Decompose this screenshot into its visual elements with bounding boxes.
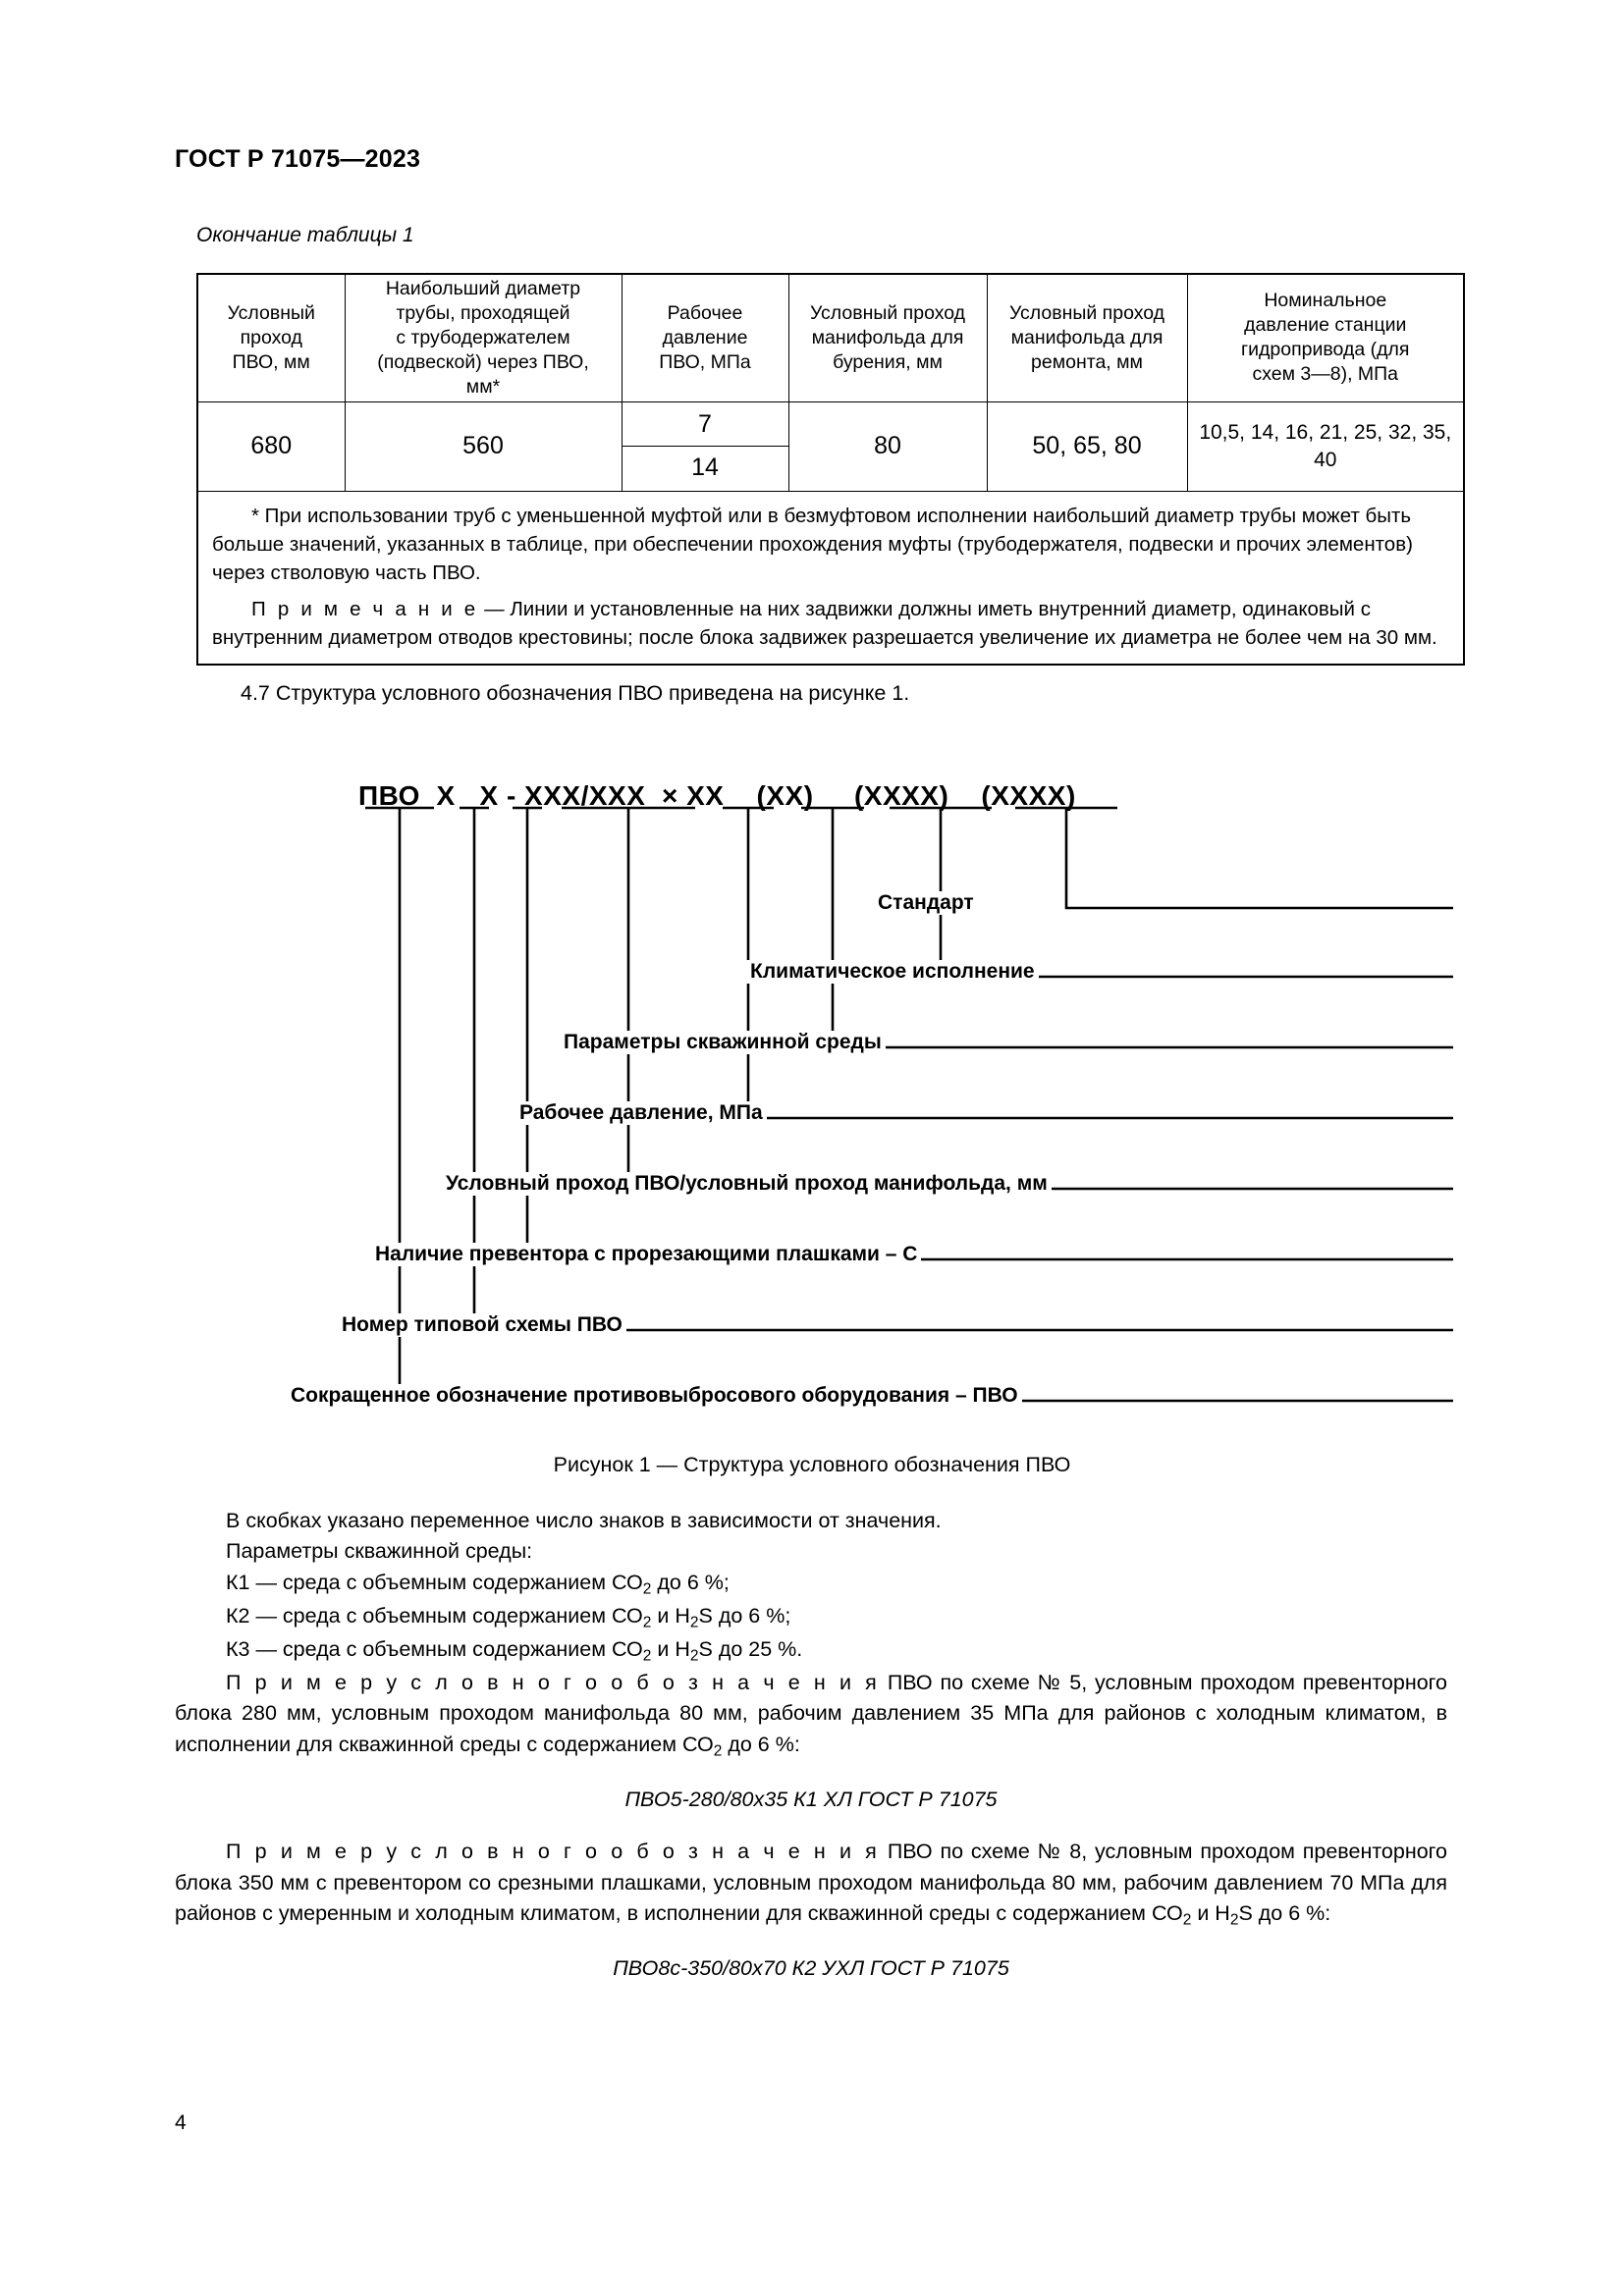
table-note-row xyxy=(197,491,1464,665)
table-caption: Окончание таблицы 1 xyxy=(196,224,414,246)
cell-working-pressure-7: 7 xyxy=(623,403,788,447)
column-header-bop-bore: Условный проход ПВО, мм xyxy=(197,274,345,401)
footnote-star: * При использовании труб с уменьшенной муфтой или в безмуфтовом исполнении наибольший диаметр трубы может быть больше значений, указанных в таблице, при обеспечении прохождения муфты (трубодержателя, подвески и прочих элементов) через стволовую часть ПВО. xyxy=(212,504,1413,584)
cell-drilling-manifold-bore: 80 xyxy=(788,401,987,491)
note-body: Линии и установленные на них задвижки должны иметь внутренний диаметр, одинаковый с внутренним диаметром отводов крестовины; после блока задвижек разрешается увеличение их диаметра не более чем на 30 мм. xyxy=(212,598,1437,650)
page-number: 4 xyxy=(175,2111,187,2134)
example-1: П р и м е р у с л о в н о г о о б о з н а ч е н и я ПВО по схеме № 5, условным проходом превенторного блока 280 мм, условным проходом манифольда 80 мм, рабочим давлением 35 МПа для районов с холодным климатом, в исполнении для скважинной среды с содержанием $СО_2$ до 6 %: xyxy=(175,1670,1447,1760)
column-header-repair-manifold: Условный проход манифольда для ремонта, мм xyxy=(987,274,1187,401)
page-title: ГОСТ Р 71075—2023 xyxy=(175,145,421,173)
medium-k1: К1 — среда с объемным содержанием $СО_2$ до 6 %; xyxy=(226,1570,730,1598)
figure-caption: Рисунок 1 — Структура условного обозначения ПВО xyxy=(553,1453,1071,1476)
table-note xyxy=(212,595,1449,652)
figure-label-shear-rams: Наличие превентора с прорезающими плашками – С xyxy=(371,1243,921,1266)
structure-figure xyxy=(177,721,1453,1438)
designation-formula: ПВО X X - XXX/XXX × XX (XX) (XXXX) (XXXX) xyxy=(358,780,1076,811)
medium-k2: К2 — среда с объемным содержанием $СО_2$ и $Н_2S$ до 6 %; xyxy=(226,1603,791,1631)
figure-label-standard: Стандарт xyxy=(874,891,978,915)
note-label: П р и м е ч а н и е xyxy=(251,598,479,621)
figure-label-working-pressure: Рабочее давление, МПа xyxy=(515,1101,767,1125)
cell-max-pipe-diameter: 560 xyxy=(345,401,622,491)
medium-k3: К3 — среда с объемным содержанием $СО_2$ и $Н_2S$ до 25 %. xyxy=(226,1636,803,1665)
specification-table-wrapper xyxy=(196,273,1463,666)
table-notes xyxy=(197,491,1464,665)
example-2-label: П р и м е р у с л о в н о г о о б о з н а ч е н и я xyxy=(226,1840,881,1864)
example-2: П р и м е р у с л о в н о г о о б о з н а ч е н и я ПВО по схеме № 8, условным проходом превенторного блока 350 мм с превентором со срезными плашками, условным проходом манифольда 80 мм, рабочим давлением 70 МПа для районов с умеренным и холодным климатом, в исполнении для скважинной среды с содержанием $СО_2$ и $Н_2S$ до 6 %: xyxy=(175,1840,1447,1929)
table-header-row xyxy=(197,274,1464,401)
specification-table xyxy=(196,273,1465,666)
figure-label-abbreviation: Сокращенное обозначение противовыбросового оборудования – ПВО xyxy=(287,1384,1022,1408)
paragraph-medium-params: Параметры скважинной среды: xyxy=(226,1539,533,1564)
figure-label-well-medium: Параметры скважинной среды xyxy=(560,1031,886,1054)
cell-bop-bore: 680 xyxy=(197,401,345,491)
example-1-designation: ПВО5-280/80х35 К1 ХЛ ГОСТ Р 71075 xyxy=(624,1787,998,1811)
column-header-max-pipe-diameter: Наибольший диаметр трубы, проходящей с трубодержателем (подвеской) через ПВО, мм* xyxy=(345,274,622,401)
paragraph-brackets: В скобках указано переменное число знаков в зависимости от значения. xyxy=(226,1509,942,1532)
figure-label-scheme-number: Номер типовой схемы ПВО xyxy=(338,1313,626,1337)
example-1-label: П р и м е р у с л о в н о г о о б о з н а ч е н и я xyxy=(226,1670,881,1694)
cell-repair-manifold-bore: 50, 65, 80 xyxy=(987,401,1187,491)
table-row xyxy=(197,401,1464,491)
cell-hydraulic-station-pressure: 10,5, 14, 16, 21, 25, 32, 35, 40 xyxy=(1187,401,1464,491)
body-text xyxy=(175,1506,1447,2006)
figure-label-climate: Климатическое исполнение xyxy=(746,960,1039,984)
example-2-designation: ПВО8с-350/80х70 К2 УХЛ ГОСТ Р 71075 xyxy=(613,1956,1009,1981)
column-header-working-pressure: Рабочее давление ПВО, МПа xyxy=(622,274,788,401)
clause-4-7: 4.7 Структура условного обозначения ПВО приведена на рисунке 1. xyxy=(241,681,910,705)
cell-working-pressure-14: 14 xyxy=(691,454,719,482)
figure-label-bore-sizes: Условный проход ПВО/условный проход манифольда, мм xyxy=(442,1172,1052,1196)
column-header-hydraulic-station-pressure: Номинальное давление станции гидропривода (для схем 3—8), МПа xyxy=(1187,274,1464,401)
note-dash: — xyxy=(478,598,511,621)
column-header-drilling-manifold: Условный проход манифольда для бурения, мм xyxy=(788,274,987,401)
cell-working-pressure-group xyxy=(622,401,788,491)
